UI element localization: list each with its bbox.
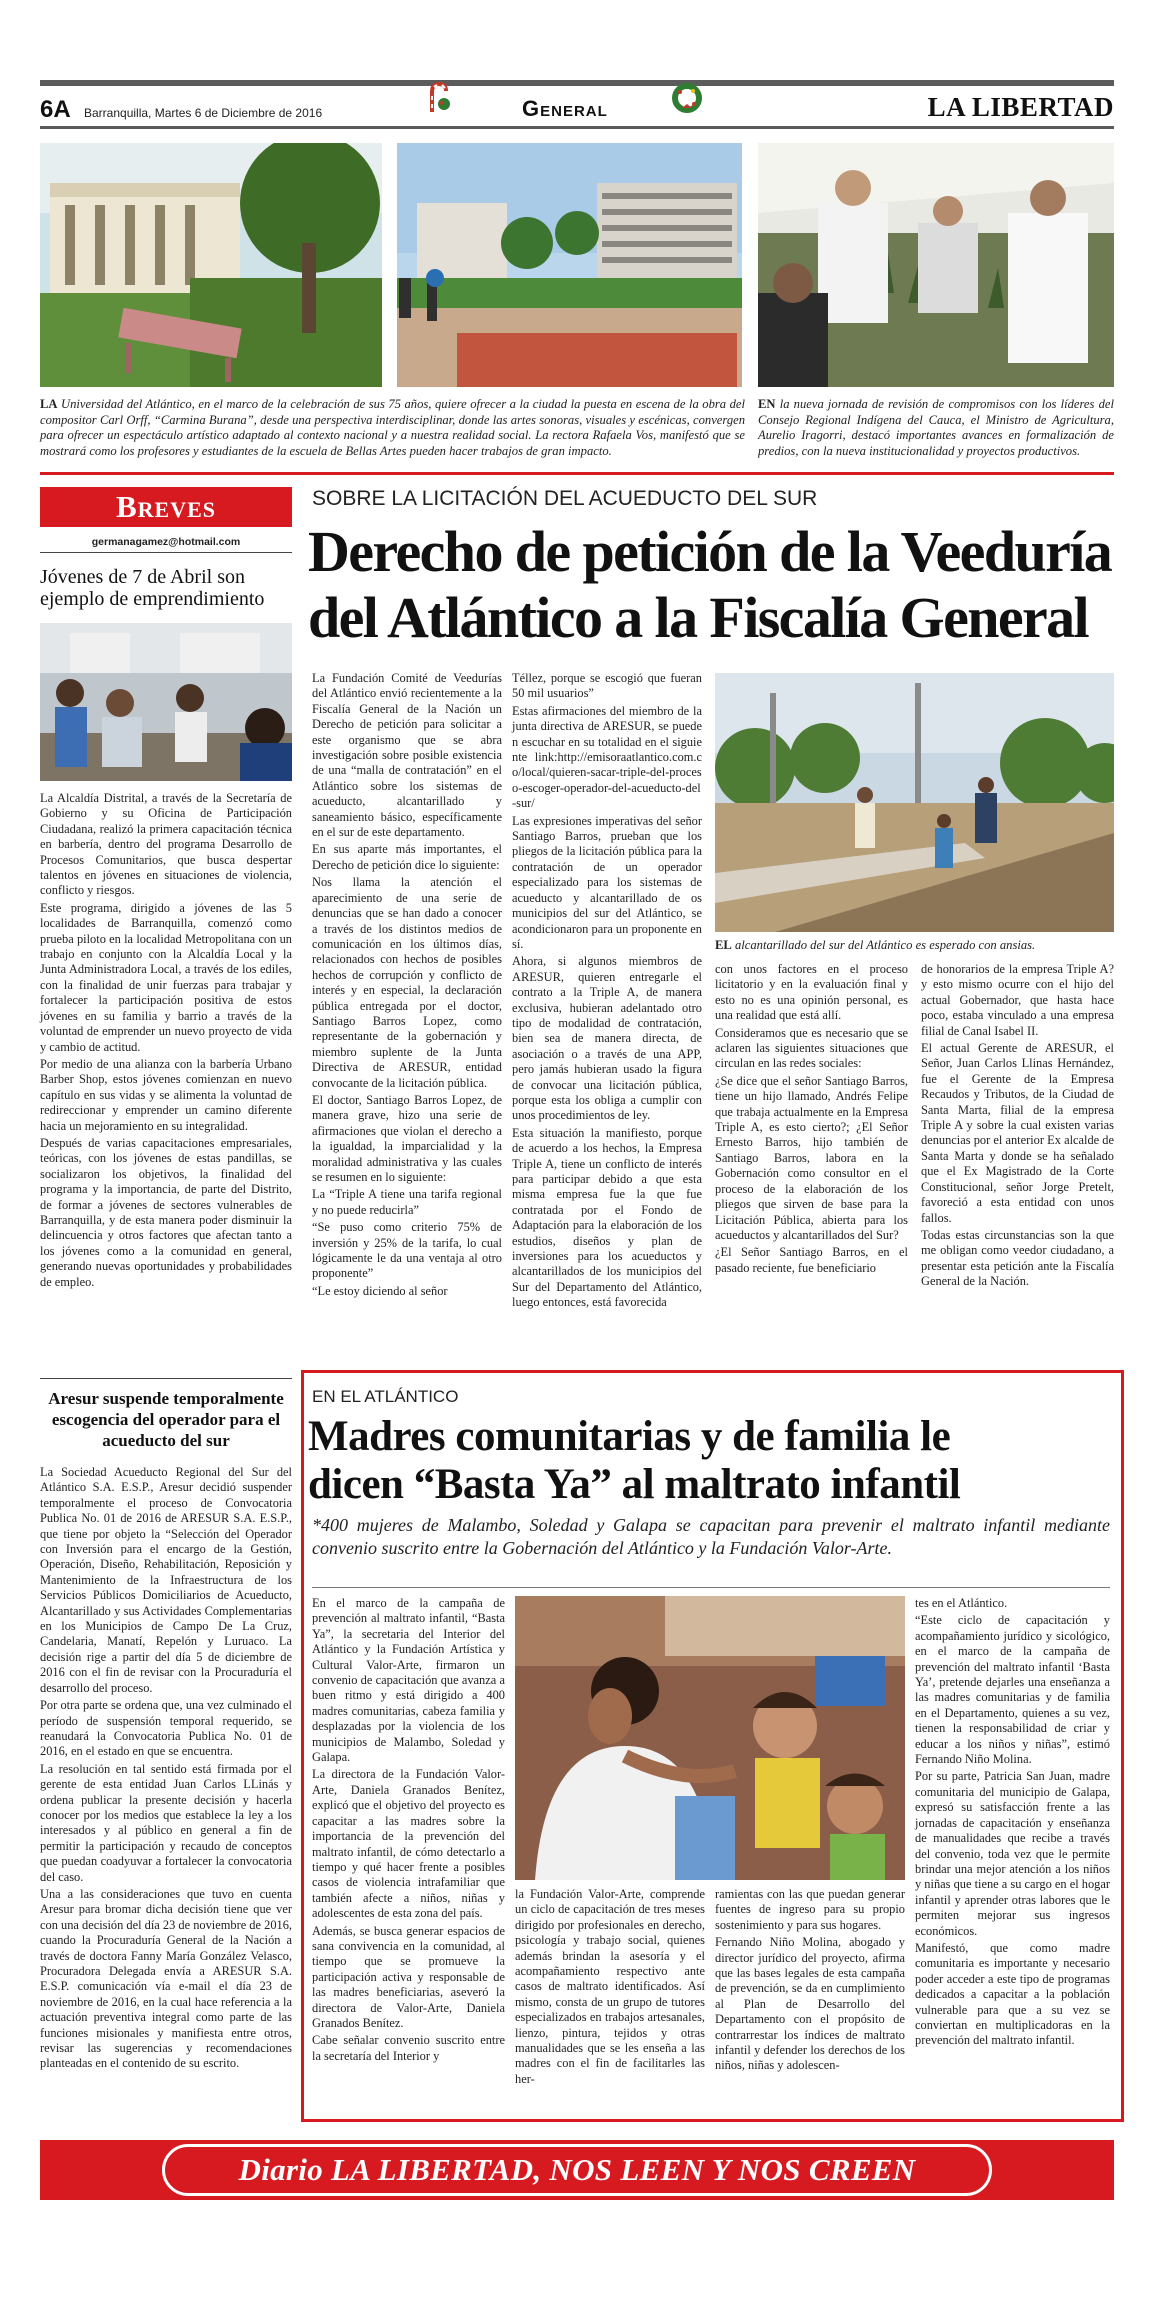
madres-paragraph: Manifestó, que como madre comunitaria es importante y necesario poder acceder a este tipo de programas dedicados a capacitar a la población vulnerable para que a su vez se conviertan en multiplicadoras en la prevención del maltrato infantil.: [915, 1940, 1110, 2048]
aresur-paragraph: Por otra parte se ordena que, una vez culminado el período de suspensión temporal requerido, se reanudará la Convocatoria Publica No. 01 de 2016, en el estado en que se encuentra.: [40, 1698, 292, 1759]
aresur-body: [40, 1465, 292, 2074]
veeduria-paragraph: de honorarios de la empresa Triple A? y esto mismo ocurre con el hijo del actual Gobernador, que hasta hace poco, estaba vinculado a una empresa filial de Canal Isabel II.: [921, 962, 1114, 1038]
breves-body: [40, 791, 292, 1292]
madres-paragraph: Fernando Niño Molina, abogado y director jurídico del proyecto, afirma que las bases legales de esta campaña de prevención, se da en cumplimiento al Plan de Desarrollo del Departamento con el propósito de contrarrestar los índices de maltrato infantil y defender los derechos de los niños, niñas y adolescen-: [715, 1935, 905, 2073]
madres-kicker: EN EL ATLÁNTICO: [312, 1387, 459, 1406]
masthead-rule: [40, 126, 1114, 129]
mother-feeding-child-photo: [515, 1596, 905, 1880]
caption-text: la nueva jornada de revisión de compromisos con los líderes del Consejo Regional Indígena del Cauca, el Ministro de Agricultura, Aurelio Iragorri, destacó importantes avances en formalización de predios, con la nueva institucionalidad y proyectos productivos.: [758, 397, 1114, 458]
aresur-paragraph: Una a las consideraciones que tuvo en cuenta Aresur para bromar dicha decisión tiene que ver con una decisión del día 23 de noviembre de 2016, cuando la Procuraduría General de la Nación a través de doctora Fanny María González Velasco, Procuradora Delegada envía a ARESUR S.A. E.S.P. comunicación vía e-mail el día 23 de noviembre de 2016, en la cual hace referencia a la actuación preventiva integral como parte de las funciones misionales y manifiesta entre otros, revisar las sugerencias y recomendaciones planteadas en el contenido de su escrito.: [40, 1886, 292, 2071]
section-name: General: [522, 96, 608, 121]
veeduria-paragraph: ¿Se dice que el señor Santiago Barros, tiene un hijo llamado, Andrés Felipe que trabaja actualmente en la Empresa Triple A, es esto cierto?; ¿El Señor Ernesto Barros, hijo también de Santiago Barros, labora en la Gobernación como consultor en el proceso de la elaboración de los pliegos que sirven de base para la Licitación Pública, abierta para los acueductos y alcantarillados del Sur?: [715, 1073, 908, 1242]
breves-label: Breves: [115, 489, 217, 524]
agriculture-meeting-photo: [758, 143, 1114, 387]
veeduria-column-1: [312, 671, 502, 1301]
veeduria-column-3: [715, 962, 908, 1278]
madres-column-3: [715, 1887, 905, 2076]
veeduria-paragraph: “Le estoy diciendo al señor: [312, 1283, 448, 1298]
university-campus-photo: [40, 143, 382, 387]
veeduria-headline-line: del Atlántico a la Fiscalía General: [308, 585, 1089, 650]
aresur-headline: Aresur suspende temporalmente escogencia del operador para el acueducto del sur: [48, 1389, 284, 1450]
madres-column-4: [915, 1596, 1110, 2051]
madres-paragraph: ramientas con las que puedan generar fuentes de ingreso para su propio sostenimiento y para sus hogares.: [715, 1887, 905, 1932]
veeduria-paragraph: Ahora, si algunos miembros de ARESUR, quieren entregarle el contrato a la Triple A, de manera exclusiva, hubieran adelantado otro tipo de modalidad de contratación, bien sea de manera directa, de asociación o a través de una APP, pero jamás hubieran usado la figura de convocar una licitación pública, porque esta los obliga a cumplir con unos procedimientos de ley.: [512, 954, 702, 1123]
madres-headline-line: Madres comunitarias y de familia le: [308, 1413, 951, 1460]
page-number: 6A: [40, 96, 71, 123]
breves-paragraph: Por medio de una alianza con la barbería Urbano Barber Shop, estos jóvenes comienzan en nuevo capítulo en sus vidas y se alimenta la voluntad de redireccionar y emprender un camino diferente hacia un mejoramiento en su integralidad.: [40, 1056, 292, 1133]
madres-paragraph: La directora de la Fundación Valor-Arte, Daniela Granados Benítez, explicó que el objetivo del proyecto es capacitar a las madres sobre la importancia de la prevención del maltrato infantil, de cómo detectarlo a tiempo y qué hacer frente a posibles casos de violencia intrafamiliar que también afecte a niños, niñas y adolescentes de esta zona del país.: [312, 1767, 505, 1921]
veeduria-paragraph: Téllez, porque se escogió que fueran 50 mil usuarios”: [512, 671, 702, 701]
aresur-paragraph: La Sociedad Acueducto Regional del Sur del Atlántico S.A. E.S.P., Aresur decidió suspender temporalmente el proceso de Convocatoria Publica No. 01 de 2016 de ARESUR S.A. E.S.P., que tiene por objeto la “Selección del Operador con Inversión para el encargo de la Gestión, Operación, Diseño, Rehabilitación, Reposición y Mantenimiento de la Infraestructura de los Servicios Públicos Domiciliarios de Acueducto, Alcantarillado y sus Actividades Complementarias en los Municipios de Campo De La Cruz, Candelaria, Manatí, Repelón y Luruaco. La decisión rige a partir del día 5 de diciembre de 2016 con el fin de revisar con la Procuraduría el desarrollo del proceso.: [40, 1465, 292, 1695]
veeduria-paragraph: El actual Gerente de ARESUR, el Señor, Juan Carlos Llinas Hernández, fue el Gerente de la Empresa Recaudos y Tributos, de la Ciudad de Santa Marta, filial de la empresa Triple A y sobre la cual existen varias denuncias por el anterior Ex alcalde de Santa Marta y donde se ha señalado que el Ex Magistrado de la Corte Constitucional, señor Jorge Pretelt, favoreció a esta entidad con unos fallos.: [921, 1041, 1114, 1225]
veeduria-column-2: [512, 671, 702, 1313]
caption-text: Universidad del Atlántico, en el marco de la celebración de sus 75 años, quiere ofrecer a la ciudad la puesta en escena de la obra del compositor Carl Orff, “Carmina Burana”, desde una perspectiva interdisciplinar, donde las artes sonoras, visuales y escénicas, convergen para ofrecer un espectáculo artístico adaptado al contexto nacional y a nuestra realidad social. La rectora Rafaela Vos, manifestó que se mostrará como los profesores y estudiantes de la escuela de Bellas Artes pueden hacer trabajos de gran impacto.: [40, 397, 745, 458]
caption-lead: EN: [758, 397, 776, 411]
veeduria-paragraph: Estas afirmaciones del miembro de la junta directiva de ARESUR, se pueden escuchar en su totalidad en el siguiente link:http://emisoraatlantico.com.co/local/quieren-sacar-triple-del-proceso-escoger-operador-del-acueducto-del-sur/: [512, 703, 702, 811]
madres-paragraph: Por su parte, Patricia San Juan, madre comunitaria del municipio de Galapa, expresó su satisfacción frente a las jornadas de capacitación y enseñanza de manualidades que recibe a través del convenio, toda vez que le permite brindar una mejor atención a los niños y niñas que tiene a su cargo en el hogar infantil y aprender otras labores que le permiten mejorar sus ingresos económicos.: [915, 1769, 1110, 1938]
veeduria-paragraph: La “Triple A tiene una tarifa regional y no puede reducirla”: [312, 1187, 502, 1217]
veeduria-paragraph: En sus aparte más importantes, el Derecho de petición dice lo siguiente:: [312, 842, 502, 872]
veeduria-paragraph: Consideramos que es necesario que se aclaren las siguientes situaciones que circulan en las redes sociales:: [715, 1025, 908, 1071]
madres-column-2: [515, 1887, 705, 2089]
veeduria-kicker: SOBRE LA LICITACIÓN DEL ACUEDUCTO DEL SUR: [312, 487, 818, 510]
madres-paragraph: Cabe señalar convenio suscrito entre la secretaría del Interior y: [312, 2033, 505, 2063]
veeduria-paragraph: El doctor, Santiago Barros Lopez, de manera grave, hizo una serie de afirmaciones que violan el derecho a la igualdad, la imparcialidad y la moralidad administrativa y las cuales se resumen en lo siguiente:: [312, 1092, 502, 1184]
veeduria-paragraph: “Se puso como criterio 75% de inversión y 25% de la tarifa, lo cual lógicamente le da una ventaja al otro proponente”: [312, 1220, 502, 1281]
veeduria-paragraph: Las expresiones imperativas del señor Santiago Barros, prueban que los pliegos de la licitación pública para la contratación de un operador especializado para los sistemas de acueducto y alcantarillado de os municipios del sur del Atlántico, se acondicionaron para un proponente en sí.: [512, 813, 702, 951]
breves-email: germanagamez@hotmail.com: [91, 536, 241, 548]
madres-paragraph: En el marco de la campaña de prevención al maltrato infantil, “Basta Ya”, la secretaria del Interior del Atlántico y la Fundación Artística y Cultural Valor-Arte, firmaron un convenio de capacitación que avanza a buen ritmo y está dirigido a 400 madres comunitarias, cabeza familia y desplazadas por la violencia de los municipios de Malambo, Soledad y Galapa.: [312, 1596, 505, 1765]
veeduria-paragraph: La Fundación Comité de Veedurías del Atlántico envió recientemente a la Fiscalía General de la Nación un Derecho de petición para solicitar a este organismo que se abra investigación sobre posible existencia de una “malla de contratación” en el Atlántico sobre los sistemas de acueducto, alcantarillado y saneamiento básico, específicamente en el sur de este departamento.: [312, 671, 502, 840]
issue-date: Barranquilla, Martes 6 de Diciembre de 2016: [84, 106, 323, 120]
breves-banner: [40, 487, 292, 527]
newspaper-logo: LA LIBERTAD: [927, 92, 1114, 122]
veeduria-paragraph: Nos llama la atención el aparecimiento de una serie de denuncias que se han dado a conocer a través de los distintos medios de comunicación en los últimos días, relacionados con hechos de posibles hechos de corrupción y conflicto de interés y en especial, la declaración pública entregada por el doctor, Santiago Barros Lopez, como representante de la gobernación y miembro suplente de la Junta Directiva de ARESUR, entidad convocante de la licitación pública.: [312, 875, 502, 1090]
veeduria-paragraph: Esta situación la manifiesto, porque de acuerdo a los hechos, la Empresa Triple A, tiene un conflicto de interés para participar debido a que esta misma empresa fue la que fue contratada por el Fondo de Adaptación para la elaboración de los estudios, diseños y plan de inversiones para los acueductos y alcantarillados de los municipios del Sur del Departamento del Atlántico, luego entonces, está favorecida: [512, 1125, 702, 1310]
madres-paragraph: la Fundación Valor-Arte, comprende un ciclo de capacitación de tres meses dirigido por profesionales en derecho, psicología y trabajo social, quienes además brindan la asesoría y el acompañamiento respectivo ante casos de maltrato identificados. Así mismo, consta de un grupo de tutores especializados en trabajos artesanales, lienzo, pintura, tejidos y otras manualidades que se les enseña a las madres con el fin de facilitarles las her-: [515, 1887, 705, 2086]
madres-paragraph: tes en el Atlántico.: [915, 1596, 1008, 1610]
caption-text: alcantarillado del sur del Atlántico es esperado con ansias.: [731, 938, 1036, 952]
madres-paragraph: “Este ciclo de capacitación y acompañamiento jurídico y sicológico, en el marco de la campaña de prevención del maltrato infantil ‘Basta Ya’, pretende dejarles una enseñanza a las madres comunitarias y de familia en el Departamento, quienes a su vez, tienen la responsabilidad de criar y educar a los niños y niñas”, estimó Fernando Niño Molina.: [915, 1613, 1110, 1767]
veeduria-headline-line: Derecho de petición de la Veeduría: [308, 519, 1112, 584]
madres-column-1: [312, 1596, 505, 2066]
aresur-paragraph: La resolución en tal sentido está firmada por el gerente de esta entidad Juan Carlos LLinás y ordena publicar la presente decisión y hacerla conocer por los medios que establece la ley a los interesados y al público en general a fin de permitir la participación y recaudo de conceptos que puedan coadyuvar a fortalecer la convocatoria del caso.: [40, 1761, 292, 1884]
section-divider-red: [40, 472, 1114, 475]
madres-headline-line: dicen “Basta Ya” al maltrato infantil: [308, 1461, 961, 1508]
caption-lead: LA: [40, 397, 58, 411]
madres-deck-rule: [312, 1587, 1110, 1588]
christmas-wreath-icon: [668, 78, 706, 116]
candy-cane-icon: [420, 78, 458, 116]
madres-headline: [308, 1413, 1118, 1509]
madres-deck: *400 mujeres de Malambo, Soledad y Galapa se capacitan para prevenir el maltrato infantil mediante convenio suscrito entre la Gobernación del Atlántico y la Fundación Valor-Arte.: [312, 1515, 1110, 1558]
aresur-rule: [40, 1378, 292, 1379]
breves-rule: [40, 552, 292, 553]
sewer-works-photo: [715, 673, 1114, 932]
top-rule: [40, 80, 1114, 86]
campus-plaza-photo: [397, 143, 742, 387]
veeduria-paragraph: ¿El Señor Santiago Barros, en el pasado reciente, fue beneficiario: [715, 1245, 908, 1275]
veeduria-headline: [308, 519, 1118, 651]
breves-paragraph: Después de varias capacitaciones empresariales, teóricas, con los jóvenes de estas pandillas, se socializaron los objetivos, la finalidad del programa y la importancia, de parte del Distrito, de formar a jóvenes de sectores vulnerables de Barranquilla, y de esta manera poder disminuir la delincuencia y otros factores que afectan tanto a los jóvenes como a la comunidad en general, generando nuevas oportunidades y probabilidades de empleo.: [40, 1135, 292, 1289]
footer-slogan: Diario LA LIBERTAD, NOS LEEN Y NOS CREEN: [238, 2152, 916, 2187]
veeduria-paragraph: Todas estas circunstancias son la que me obligan como veedor ciudadano, a presentar esta petición ante la Fiscalía General de la Nación.: [921, 1227, 1114, 1289]
breves-paragraph: Este programa, dirigido a jóvenes de las 5 localidades de Barranquilla, comenzó como prueba piloto en la localidad Metropolitana con un trabajo en conjunto con la Alcaldía Local y la Junta Administradora Local, a través de los ediles, con la finalidad de unir fuerzas para trabajar y fortalecer la participación positiva de estos jóvenes en su familia y barrio a través de la voluntad de emprender un nuevo proyecto de vida y cambio de actitud.: [40, 900, 292, 1054]
veeduria-column-4: [921, 962, 1114, 1292]
caption-lead: EL: [715, 938, 732, 952]
breves-paragraph: La Alcaldía Distrital, a través de la Secretaría de Gobierno y su Oficina de Participación Ciudadana, realizó la primera capacitación técnica en barbería, dentro del programa Desarrollo de Procesos Comunitarios, que busca despertar talentos en jóvenes en situaciones de violencia, conflicto y riesgos.: [40, 791, 292, 898]
madres-paragraph: Además, se busca generar espacios de sana convivencia en la comunidad, al tiempo que se promueve la participación activa y responsable de las madres beneficiarias, aseveró la directora de Valor-Arte, Daniela Granados Benítez.: [312, 1923, 505, 2030]
barber-training-photo: [40, 623, 292, 781]
veeduria-paragraph: con unos factores en el proceso licitatorio y en la evaluación final y esto no es una opinión personal, es una realidad que está allí.: [715, 962, 908, 1023]
breves-headline: Jóvenes de 7 de Abril son ejemplo de emprendimiento: [40, 566, 265, 610]
sewer-caption: [715, 938, 1114, 954]
university-caption: [40, 397, 745, 459]
footer-pill: [162, 2144, 992, 2196]
agriculture-caption: [758, 397, 1114, 459]
